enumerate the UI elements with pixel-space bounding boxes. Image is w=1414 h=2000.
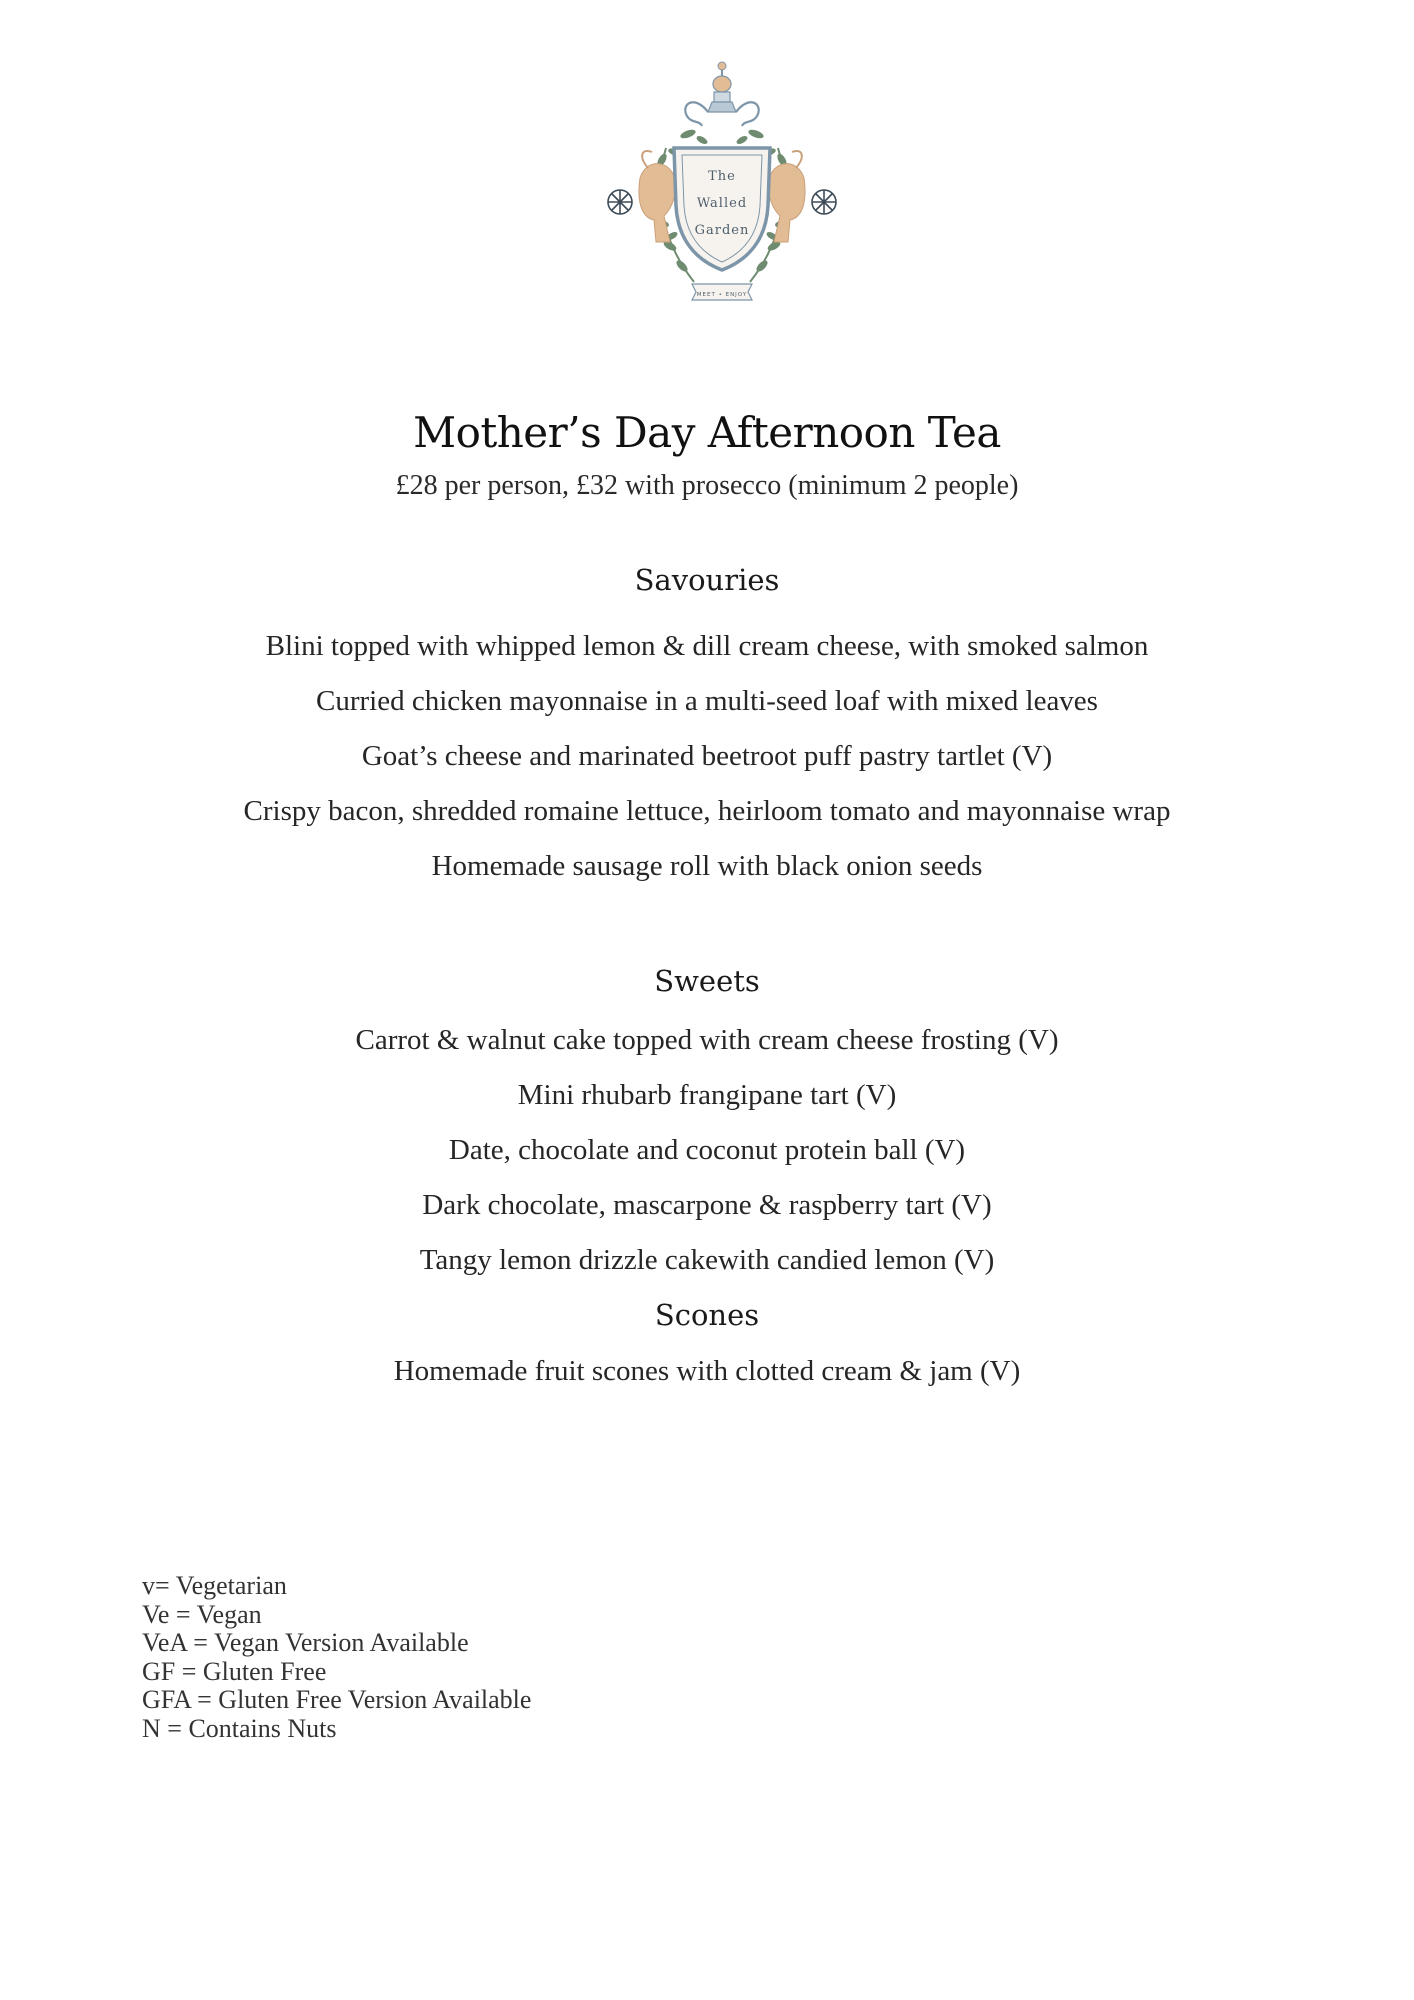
savouries-heading: Savouries xyxy=(634,563,780,597)
key-gluten-free-version-available: GFA = Gluten Free Version Available xyxy=(142,1685,532,1714)
logo-name-line-3: Garden xyxy=(694,223,750,238)
sweets-item: Date, chocolate and coconut protein ball (V) xyxy=(448,1134,966,1166)
key-vegan: Ve = Vegan xyxy=(142,1599,262,1629)
sweets-item: Carrot & walnut cake topped with cream cheese frosting (V) xyxy=(355,1024,1059,1056)
key-vegan-version-available: VeA = Vegan Version Available xyxy=(142,1628,469,1657)
walled-garden-logo xyxy=(602,56,842,306)
savouries-item: Curried chicken mayonnaise in a multi-seed loaf with mixed leaves xyxy=(316,685,1098,717)
logo-ribbon-text: MEET • ENJOY xyxy=(696,292,748,298)
logo-name-line-2: Walled xyxy=(696,196,748,211)
scones-item: Homemade fruit scones with clotted cream & jam (V) xyxy=(393,1355,1021,1387)
savouries-item: Blini topped with whipped lemon & dill cream cheese, with smoked salmon xyxy=(265,630,1149,662)
crest-emblem-icon xyxy=(602,56,842,306)
menu-title: Mother’s Day Afternoon Tea xyxy=(413,408,1001,457)
dietary-key xyxy=(142,1572,531,1743)
sweets-item: Mini rhubarb frangipane tart (V) xyxy=(517,1079,897,1111)
logo-name-line-1: The xyxy=(708,169,736,184)
savouries-item: Homemade sausage roll with black onion seeds xyxy=(431,850,983,882)
scones-heading: Scones xyxy=(654,1298,760,1332)
sweets-item: Dark chocolate, mascarpone & raspberry tart (V) xyxy=(422,1189,992,1221)
savouries-item: Goat’s cheese and marinated beetroot puff pastry tartlet (V) xyxy=(361,740,1053,772)
menu-price-subtitle: £28 per person, £32 with prosecco (minimum 2 people) xyxy=(395,470,1019,501)
key-vegetarian: v= Vegetarian xyxy=(142,1571,287,1600)
sweets-heading: Sweets xyxy=(654,964,760,998)
key-gluten-free: GF = Gluten Free xyxy=(142,1656,327,1686)
sweets-item: Tangy lemon drizzle cakewith candied lemon (V) xyxy=(419,1244,995,1276)
key-contains-nuts: N = Contains Nuts xyxy=(142,1713,337,1743)
savouries-item: Crispy bacon, shredded romaine lettuce, heirloom tomato and mayonnaise wrap xyxy=(243,795,1171,827)
